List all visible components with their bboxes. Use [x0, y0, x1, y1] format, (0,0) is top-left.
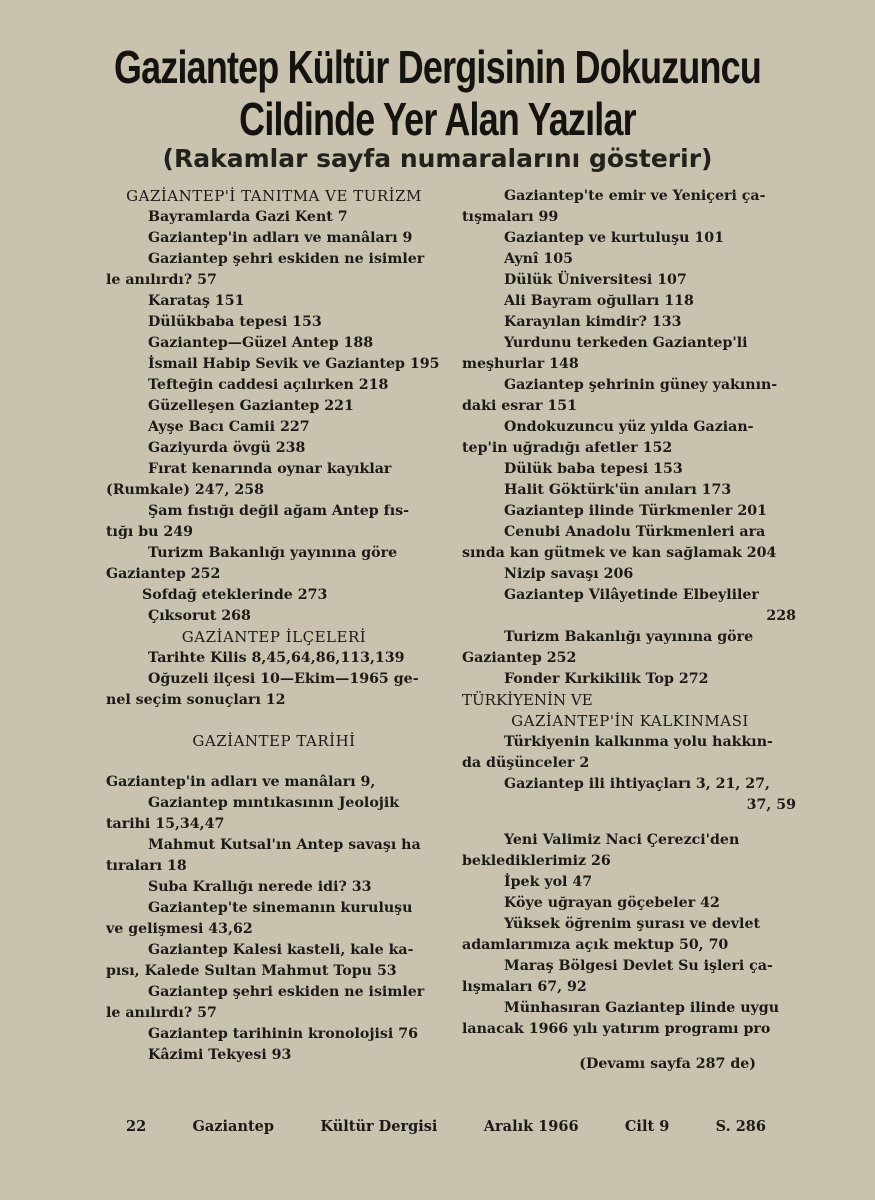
list-item: (Rumkale) 247, 258	[106, 482, 265, 498]
list-item: Nizip savaşı 206	[504, 566, 634, 582]
list-item: Gaziantep 252	[462, 650, 577, 666]
list-item: Turizm Bakanlığı yayınına göre	[148, 545, 398, 561]
list-item: Ondokuzuncu yüz yılda Gazian-	[504, 419, 754, 435]
page-subtitle: (Rakamlar sayfa numaralarını gösterir)	[162, 144, 713, 173]
list-item: Karataş 151	[148, 293, 245, 309]
list-item: Aynî 105	[504, 251, 573, 267]
section-heading: GAZİANTEP TARİHİ	[192, 732, 356, 750]
list-item: Köye uğrayan göçebeler 42	[504, 895, 720, 911]
list-item: Münhasıran Gaziantep ilinde uygu	[504, 1000, 780, 1016]
list-item: Dülük baba tepesi 153	[504, 461, 683, 477]
list-item: Çıksorut 268	[148, 608, 251, 624]
list-item: Gaziantep ili ihtiyaçları 3, 21, 27,	[504, 776, 770, 792]
list-item: Mahmut Kutsal'ın Antep savaşı ha	[148, 837, 421, 853]
list-item: Yeni Valimiz Naci Çerezci'den	[504, 832, 740, 848]
list-item: Güzelleşen Gaziantep 221	[148, 398, 354, 414]
list-item: Oğuzeli ilçesi 10—Ekim—1965 ge-	[148, 671, 419, 687]
left-column	[106, 186, 442, 1066]
list-item: tep'in uğradığı afetler 152	[462, 440, 673, 456]
list-item: tıraları 18	[106, 858, 187, 874]
list-item: beklediklerimiz 26	[462, 853, 611, 869]
list-item: Gaziantep mıntıkasının Jeolojik	[148, 795, 400, 811]
list-item: Bayramlarda Gazi Kent 7	[148, 209, 348, 225]
list-item: nel seçim sonuçları 12	[106, 692, 286, 708]
list-item: Gaziantep—Güzel Antep 188	[148, 335, 374, 351]
list-item: Tarihte Kilis 8,45,64,86,113,139	[148, 650, 405, 666]
list-item: Cenubi Anadolu Türkmenleri ara	[504, 524, 766, 540]
page-title-line1: Gaziantep Kültür Dergisinin Dokuzuncu	[114, 41, 761, 93]
list-item: Türkiyenin kalkınma yolu hakkın-	[504, 734, 773, 750]
list-item: 228	[766, 608, 796, 624]
list-item: Gaziantep ilinde Türkmenler 201	[504, 503, 767, 519]
list-item: Gaziantep tarihinin kronolojisi 76	[148, 1026, 418, 1042]
section-heading: GAZİANTEP İLÇELERİ	[181, 628, 367, 646]
list-item: Gaziantep Kalesi kasteli, kale ka-	[148, 942, 414, 958]
list-item: İpek yol 47	[504, 874, 593, 890]
list-item: İsmail Habip Sevik ve Gaziantep 195	[148, 356, 440, 372]
list-item: sında kan gütmek ve kan sağlamak 204	[462, 545, 777, 561]
list-item: Fırat kenarında oynar kayıklar	[148, 461, 392, 477]
list-item: Tefteğin caddesi açılırken 218	[148, 377, 389, 393]
list-item: Suba Krallığı nerede idi? 33	[148, 879, 372, 895]
list-item: tarihi 15,34,47	[106, 816, 225, 832]
list-item: Turizm Bakanlığı yayınına göre	[504, 629, 754, 645]
list-item: Sofdağ eteklerinde 273	[142, 587, 328, 603]
list-item: lışmaları 67, 92	[462, 979, 587, 995]
continuation-note: (Devamı sayfa 287 de)	[579, 1056, 756, 1072]
list-item: tışmaları 99	[462, 209, 559, 225]
list-item: adamlarımıza açık mektup 50, 70	[462, 937, 729, 953]
list-item: ve gelişmesi 43,62	[106, 921, 253, 937]
footer-volume: Cilt 9	[624, 1118, 670, 1135]
list-item: Gaziantep'te emir ve Yeniçeri ça-	[504, 188, 766, 204]
list-item: 37, 59	[746, 797, 796, 813]
list-item: meşhurlar 148	[462, 356, 579, 372]
list-item: Karayılan kimdir? 133	[504, 314, 682, 330]
footer-date: Aralık 1966	[483, 1118, 579, 1135]
list-item: Gaziantep'te sinemanın kuruluşu	[148, 900, 413, 916]
list-item: lanacak 1966 yılı yatırım programı pro	[462, 1021, 771, 1037]
list-item: Fonder Kırkikilik Top 272	[504, 671, 709, 687]
list-item: le anılırdı? 57	[106, 272, 217, 288]
list-item: Kâzimi Tekyesi 93	[148, 1047, 292, 1063]
footer-journal: Gaziantep	[192, 1118, 275, 1135]
list-item: tığı bu 249	[106, 524, 193, 540]
list-item: da düşünceler 2	[462, 755, 590, 771]
right-column	[462, 186, 798, 1075]
list-item: Halit Göktürk'ün anıları 173	[504, 482, 732, 498]
list-item: Yurdunu terkeden Gaziantep'li	[504, 335, 748, 351]
page-title-line2: Cildinde Yer Alan Yazılar	[239, 93, 636, 145]
list-item: Gaziantep ve kurtuluşu 101	[504, 230, 724, 246]
list-item: Dülük Üniversitesi 107	[504, 272, 687, 288]
list-item: pısı, Kalede Sultan Mahmut Topu 53	[106, 963, 397, 979]
section-heading: GAZİANTEP'İ TANITMA VE TURİZM	[126, 187, 422, 205]
section-heading: TÜRKİYENİN VE	[462, 691, 593, 709]
list-item: Şam fıstığı değil ağam Antep fıs-	[148, 503, 410, 519]
list-item: Ayşe Bacı Camii 227	[148, 419, 310, 435]
list-item: Gaziantep şehri eskiden ne isimler	[148, 251, 425, 267]
list-item: Gaziantep Vilâyetinde Elbeyliler	[504, 587, 759, 603]
list-item: daki esrar 151	[462, 398, 577, 414]
list-item: Gaziantep'in adları ve manâları 9	[148, 230, 413, 246]
page-footer	[126, 1118, 766, 1135]
list-item: Gaziantep'in adları ve manâları 9,	[106, 774, 376, 790]
list-item: Gaziantep şehrinin güney yakının-	[504, 377, 778, 393]
list-item: Gaziantep şehri eskiden ne isimler	[148, 984, 425, 1000]
list-item: Yüksek öğrenim şurası ve devlet	[504, 916, 761, 932]
footer-journal-name: Kültür Dergisi	[320, 1118, 438, 1135]
list-item: Maraş Bölgesi Devlet Su işleri ça-	[504, 958, 773, 974]
footer-issue: S. 286	[715, 1118, 766, 1135]
section-heading: GAZİANTEP'İN KALKINMASI	[511, 712, 749, 730]
list-item: Gaziantep 252	[106, 566, 221, 582]
list-item: le anılırdı? 57	[106, 1005, 217, 1021]
list-item: Ali Bayram oğulları 118	[504, 293, 694, 309]
footer-page-number: 22	[126, 1118, 147, 1135]
list-item: Gaziyurda övgü 238	[148, 440, 306, 456]
list-item: Dülükbaba tepesi 153	[148, 314, 322, 330]
